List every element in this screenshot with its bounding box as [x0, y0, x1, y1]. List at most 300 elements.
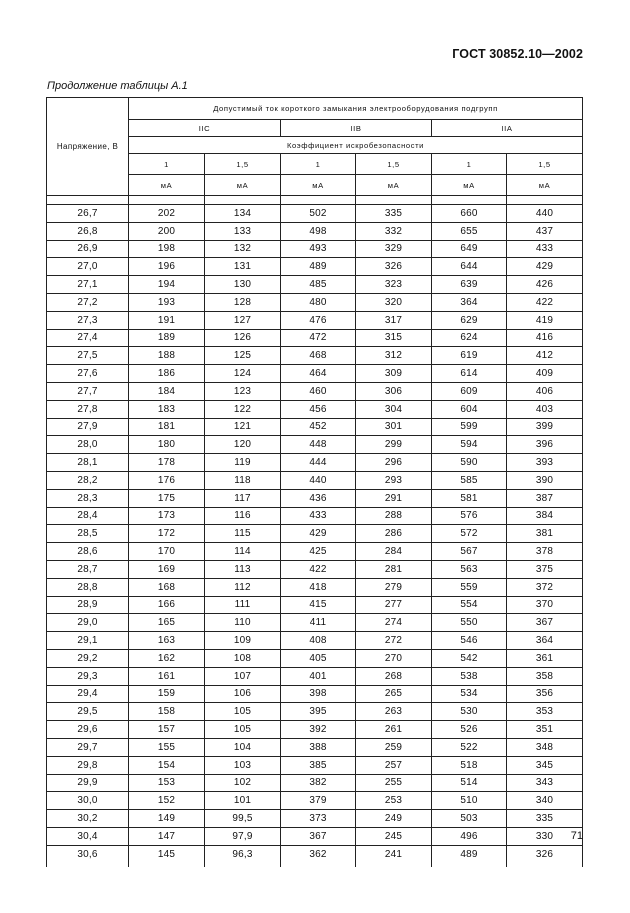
current-cell: 364 [432, 293, 507, 311]
current-cell: 563 [432, 560, 507, 578]
group-header-iib: IIB [281, 120, 432, 137]
current-cell: 460 [281, 382, 356, 400]
current-cell: 660 [432, 205, 507, 223]
current-cell: 422 [281, 560, 356, 578]
current-cell: 503 [432, 810, 507, 828]
table-row [47, 258, 583, 276]
current-cell: 181 [129, 418, 205, 436]
table-row [47, 471, 583, 489]
current-cell: 291 [356, 489, 432, 507]
current-cell: 398 [281, 685, 356, 703]
voltage-cell: 29,7 [47, 738, 129, 756]
voltage-cell: 28,7 [47, 560, 129, 578]
voltage-cell: 30,4 [47, 827, 129, 845]
coefficient-cell: 1 [281, 154, 356, 175]
table-row [47, 543, 583, 561]
table-row [47, 454, 583, 472]
current-cell: 429 [507, 258, 583, 276]
current-cell: 345 [507, 756, 583, 774]
current-cell: 161 [129, 667, 205, 685]
current-cell: 261 [356, 721, 432, 739]
table-row [47, 632, 583, 650]
document-standard-number: ГОСТ 30852.10—2002 [452, 47, 583, 61]
current-cell: 436 [281, 489, 356, 507]
current-cell: 293 [356, 471, 432, 489]
current-cell: 393 [507, 454, 583, 472]
current-cell: 170 [129, 543, 205, 561]
current-cell: 200 [129, 222, 205, 240]
current-cell: 126 [205, 329, 281, 347]
table-row [47, 347, 583, 365]
voltage-cell: 28,2 [47, 471, 129, 489]
voltage-cell: 29,8 [47, 756, 129, 774]
table-row [47, 293, 583, 311]
table-row [47, 525, 583, 543]
current-cell: 326 [356, 258, 432, 276]
current-cell: 113 [205, 560, 281, 578]
table-row [47, 596, 583, 614]
current-cell: 358 [507, 667, 583, 685]
current-cell: 351 [507, 721, 583, 739]
current-cell: 464 [281, 365, 356, 383]
table-row [47, 614, 583, 632]
current-cell: 133 [205, 222, 281, 240]
current-cell: 131 [205, 258, 281, 276]
current-cell: 123 [205, 382, 281, 400]
voltage-cell: 29,1 [47, 632, 129, 650]
current-cell: 332 [356, 222, 432, 240]
table-row [47, 489, 583, 507]
current-cell: 604 [432, 400, 507, 418]
current-cell: 157 [129, 721, 205, 739]
current-cell: 378 [507, 543, 583, 561]
current-cell: 284 [356, 543, 432, 561]
current-cell: 184 [129, 382, 205, 400]
current-cell: 277 [356, 596, 432, 614]
voltage-cell: 30,0 [47, 792, 129, 810]
current-cell: 178 [129, 454, 205, 472]
table-row [47, 649, 583, 667]
voltage-cell: 28,0 [47, 436, 129, 454]
table-body [47, 205, 583, 867]
current-cell: 323 [356, 276, 432, 294]
current-cell: 367 [281, 827, 356, 845]
table-row [47, 685, 583, 703]
current-cell: 186 [129, 365, 205, 383]
current-cell: 370 [507, 596, 583, 614]
table-row [47, 703, 583, 721]
current-cell: 456 [281, 400, 356, 418]
current-cell: 165 [129, 614, 205, 632]
current-cell: 340 [507, 792, 583, 810]
coefficient-header: Коэффициент искробезопасности [129, 137, 583, 154]
current-cell: 105 [205, 721, 281, 739]
table-row [47, 240, 583, 258]
current-cell: 411 [281, 614, 356, 632]
current-cell: 183 [129, 400, 205, 418]
current-cell: 489 [432, 845, 507, 863]
current-cell: 489 [281, 258, 356, 276]
table-row [47, 845, 583, 863]
current-cell: 452 [281, 418, 356, 436]
current-cell: 384 [507, 507, 583, 525]
current-cell: 118 [205, 471, 281, 489]
current-header: Допустимый ток короткого замыкания электрооборудования подгрупп [129, 98, 583, 120]
current-cell: 180 [129, 436, 205, 454]
current-cell: 296 [356, 454, 432, 472]
voltage-cell: 26,7 [47, 205, 129, 223]
current-cell: 649 [432, 240, 507, 258]
current-cell: 639 [432, 276, 507, 294]
current-cell: 335 [507, 810, 583, 828]
table-row [47, 311, 583, 329]
unit-cell: мА [205, 175, 281, 196]
table-row [47, 560, 583, 578]
voltage-cell: 28,1 [47, 454, 129, 472]
current-cell: 132 [205, 240, 281, 258]
current-cell: 416 [507, 329, 583, 347]
current-cell: 152 [129, 792, 205, 810]
current-cell: 299 [356, 436, 432, 454]
voltage-cell: 29,4 [47, 685, 129, 703]
current-cell: 134 [205, 205, 281, 223]
current-cell: 472 [281, 329, 356, 347]
table-row [47, 222, 583, 240]
current-cell: 245 [356, 827, 432, 845]
current-cell: 281 [356, 560, 432, 578]
table-row [47, 810, 583, 828]
current-cell: 655 [432, 222, 507, 240]
table-row [47, 365, 583, 383]
current-cell: 367 [507, 614, 583, 632]
current-cell: 554 [432, 596, 507, 614]
current-cell: 127 [205, 311, 281, 329]
current-cell: 425 [281, 543, 356, 561]
current-cell: 542 [432, 649, 507, 667]
current-cell: 259 [356, 738, 432, 756]
current-cell: 108 [205, 649, 281, 667]
current-cell: 306 [356, 382, 432, 400]
table-row [47, 792, 583, 810]
table-row [47, 436, 583, 454]
voltage-cell: 28,8 [47, 578, 129, 596]
current-cell: 559 [432, 578, 507, 596]
current-cell: 406 [507, 382, 583, 400]
current-cell: 534 [432, 685, 507, 703]
coefficient-cell: 1 [129, 154, 205, 175]
voltage-cell: 27,1 [47, 276, 129, 294]
current-cell: 375 [507, 560, 583, 578]
current-cell: 387 [507, 489, 583, 507]
current-cell: 107 [205, 667, 281, 685]
current-cell: 159 [129, 685, 205, 703]
table-row [47, 721, 583, 739]
coefficient-cell: 1,5 [507, 154, 583, 175]
current-cell: 530 [432, 703, 507, 721]
current-cell: 356 [507, 685, 583, 703]
voltage-cell: 26,9 [47, 240, 129, 258]
current-cell: 193 [129, 293, 205, 311]
current-cell: 114 [205, 543, 281, 561]
current-cell: 476 [281, 311, 356, 329]
current-cell: 166 [129, 596, 205, 614]
voltage-cell: 27,8 [47, 400, 129, 418]
current-cell: 382 [281, 774, 356, 792]
voltage-cell: 28,4 [47, 507, 129, 525]
current-cell: 268 [356, 667, 432, 685]
voltage-cell: 28,6 [47, 543, 129, 561]
voltage-cell: 27,9 [47, 418, 129, 436]
current-cell: 385 [281, 756, 356, 774]
voltage-cell: 29,6 [47, 721, 129, 739]
current-cell: 361 [507, 649, 583, 667]
voltage-cell: 28,3 [47, 489, 129, 507]
current-cell: 101 [205, 792, 281, 810]
voltage-cell: 27,3 [47, 311, 129, 329]
current-cell: 163 [129, 632, 205, 650]
coefficient-cell: 1,5 [205, 154, 281, 175]
current-cell: 265 [356, 685, 432, 703]
current-cell: 202 [129, 205, 205, 223]
current-cell: 109 [205, 632, 281, 650]
current-cell: 364 [507, 632, 583, 650]
current-cell: 153 [129, 774, 205, 792]
current-cell: 546 [432, 632, 507, 650]
unit-cell: мА [356, 175, 432, 196]
current-cell: 99,5 [205, 810, 281, 828]
current-cell: 149 [129, 810, 205, 828]
current-cell: 401 [281, 667, 356, 685]
current-cell: 176 [129, 471, 205, 489]
current-cell: 154 [129, 756, 205, 774]
current-cell: 326 [507, 845, 583, 863]
current-table [46, 97, 583, 867]
group-header-iic: IIC [129, 120, 281, 137]
voltage-cell: 28,9 [47, 596, 129, 614]
current-cell: 614 [432, 365, 507, 383]
current-cell: 104 [205, 738, 281, 756]
current-cell: 422 [507, 293, 583, 311]
current-cell: 286 [356, 525, 432, 543]
current-cell: 514 [432, 774, 507, 792]
current-cell: 253 [356, 792, 432, 810]
current-cell: 392 [281, 721, 356, 739]
current-cell: 330 [507, 827, 583, 845]
table-row [47, 578, 583, 596]
current-cell: 147 [129, 827, 205, 845]
current-cell: 125 [205, 347, 281, 365]
current-cell: 117 [205, 489, 281, 507]
group-header-iia: IIA [432, 120, 583, 137]
voltage-cell: 27,4 [47, 329, 129, 347]
unit-cell: мА [281, 175, 356, 196]
current-cell: 403 [507, 400, 583, 418]
current-cell: 301 [356, 418, 432, 436]
current-cell: 320 [356, 293, 432, 311]
current-cell: 485 [281, 276, 356, 294]
current-cell: 274 [356, 614, 432, 632]
current-cell: 128 [205, 293, 281, 311]
table-row [47, 507, 583, 525]
current-cell: 255 [356, 774, 432, 792]
current-cell: 379 [281, 792, 356, 810]
unit-cell: мА [432, 175, 507, 196]
current-cell: 169 [129, 560, 205, 578]
current-cell: 493 [281, 240, 356, 258]
current-cell: 270 [356, 649, 432, 667]
table-tail [47, 863, 583, 867]
current-cell: 433 [281, 507, 356, 525]
current-cell: 408 [281, 632, 356, 650]
current-cell: 312 [356, 347, 432, 365]
voltage-cell: 29,0 [47, 614, 129, 632]
current-cell: 502 [281, 205, 356, 223]
current-cell: 444 [281, 454, 356, 472]
current-cell: 498 [281, 222, 356, 240]
current-cell: 362 [281, 845, 356, 863]
voltage-cell: 27,0 [47, 258, 129, 276]
voltage-cell: 27,6 [47, 365, 129, 383]
current-cell: 426 [507, 276, 583, 294]
current-cell: 373 [281, 810, 356, 828]
current-cell: 175 [129, 489, 205, 507]
current-cell: 480 [281, 293, 356, 311]
current-cell: 599 [432, 418, 507, 436]
current-cell: 576 [432, 507, 507, 525]
current-cell: 198 [129, 240, 205, 258]
current-cell: 112 [205, 578, 281, 596]
current-cell: 162 [129, 649, 205, 667]
table-header [47, 98, 583, 196]
current-cell: 619 [432, 347, 507, 365]
table-row [47, 827, 583, 845]
current-cell: 130 [205, 276, 281, 294]
unit-cell: мА [129, 175, 205, 196]
current-cell: 412 [507, 347, 583, 365]
current-cell: 241 [356, 845, 432, 863]
current-cell: 624 [432, 329, 507, 347]
current-cell: 418 [281, 578, 356, 596]
current-cell: 518 [432, 756, 507, 774]
current-cell: 388 [281, 738, 356, 756]
current-cell: 309 [356, 365, 432, 383]
current-cell: 145 [129, 845, 205, 863]
current-cell: 419 [507, 311, 583, 329]
current-cell: 395 [281, 703, 356, 721]
current-cell: 263 [356, 703, 432, 721]
voltage-cell: 29,3 [47, 667, 129, 685]
table-row [47, 667, 583, 685]
current-cell: 120 [205, 436, 281, 454]
voltage-cell: 26,8 [47, 222, 129, 240]
current-cell: 468 [281, 347, 356, 365]
current-cell: 111 [205, 596, 281, 614]
current-cell: 409 [507, 365, 583, 383]
current-cell: 110 [205, 614, 281, 632]
voltage-cell: 28,5 [47, 525, 129, 543]
current-cell: 196 [129, 258, 205, 276]
current-cell: 448 [281, 436, 356, 454]
current-cell: 173 [129, 507, 205, 525]
table-row [47, 774, 583, 792]
current-cell: 572 [432, 525, 507, 543]
coefficient-cell: 1,5 [356, 154, 432, 175]
current-cell: 567 [432, 543, 507, 561]
table-row [47, 329, 583, 347]
current-cell: 429 [281, 525, 356, 543]
voltage-cell: 27,7 [47, 382, 129, 400]
current-cell: 121 [205, 418, 281, 436]
voltage-cell: 29,2 [47, 649, 129, 667]
current-cell: 106 [205, 685, 281, 703]
voltage-column-header: Напряжение, В [47, 98, 129, 196]
table-caption: Продолжение таблицы А.1 [47, 80, 188, 92]
current-cell: 191 [129, 311, 205, 329]
current-cell: 538 [432, 667, 507, 685]
current-cell: 581 [432, 489, 507, 507]
current-cell: 594 [432, 436, 507, 454]
coefficient-cell: 1 [432, 154, 507, 175]
current-cell: 609 [432, 382, 507, 400]
current-cell: 433 [507, 240, 583, 258]
current-cell: 116 [205, 507, 281, 525]
current-cell: 317 [356, 311, 432, 329]
current-cell: 124 [205, 365, 281, 383]
voltage-cell: 27,5 [47, 347, 129, 365]
current-cell: 168 [129, 578, 205, 596]
current-cell: 335 [356, 205, 432, 223]
current-cell: 188 [129, 347, 205, 365]
current-cell: 440 [507, 205, 583, 223]
current-cell: 115 [205, 525, 281, 543]
table-row [47, 205, 583, 223]
current-cell: 105 [205, 703, 281, 721]
current-cell: 97,9 [205, 827, 281, 845]
current-cell: 522 [432, 738, 507, 756]
current-cell: 189 [129, 329, 205, 347]
current-cell: 550 [432, 614, 507, 632]
table-row [47, 738, 583, 756]
current-cell: 415 [281, 596, 356, 614]
current-cell: 399 [507, 418, 583, 436]
current-cell: 119 [205, 454, 281, 472]
table-row [47, 418, 583, 436]
header-spacer [47, 196, 583, 205]
current-cell: 348 [507, 738, 583, 756]
current-cell: 510 [432, 792, 507, 810]
table-row [47, 756, 583, 774]
current-cell: 629 [432, 311, 507, 329]
current-cell: 381 [507, 525, 583, 543]
current-cell: 343 [507, 774, 583, 792]
current-cell: 329 [356, 240, 432, 258]
current-cell: 590 [432, 454, 507, 472]
current-cell: 405 [281, 649, 356, 667]
current-cell: 102 [205, 774, 281, 792]
current-cell: 396 [507, 436, 583, 454]
current-cell: 353 [507, 703, 583, 721]
voltage-cell: 30,2 [47, 810, 129, 828]
current-cell: 390 [507, 471, 583, 489]
current-cell: 103 [205, 756, 281, 774]
current-cell: 158 [129, 703, 205, 721]
current-cell: 279 [356, 578, 432, 596]
unit-cell: мА [507, 175, 583, 196]
voltage-cell: 29,9 [47, 774, 129, 792]
current-cell: 194 [129, 276, 205, 294]
current-cell: 288 [356, 507, 432, 525]
voltage-cell: 29,5 [47, 703, 129, 721]
